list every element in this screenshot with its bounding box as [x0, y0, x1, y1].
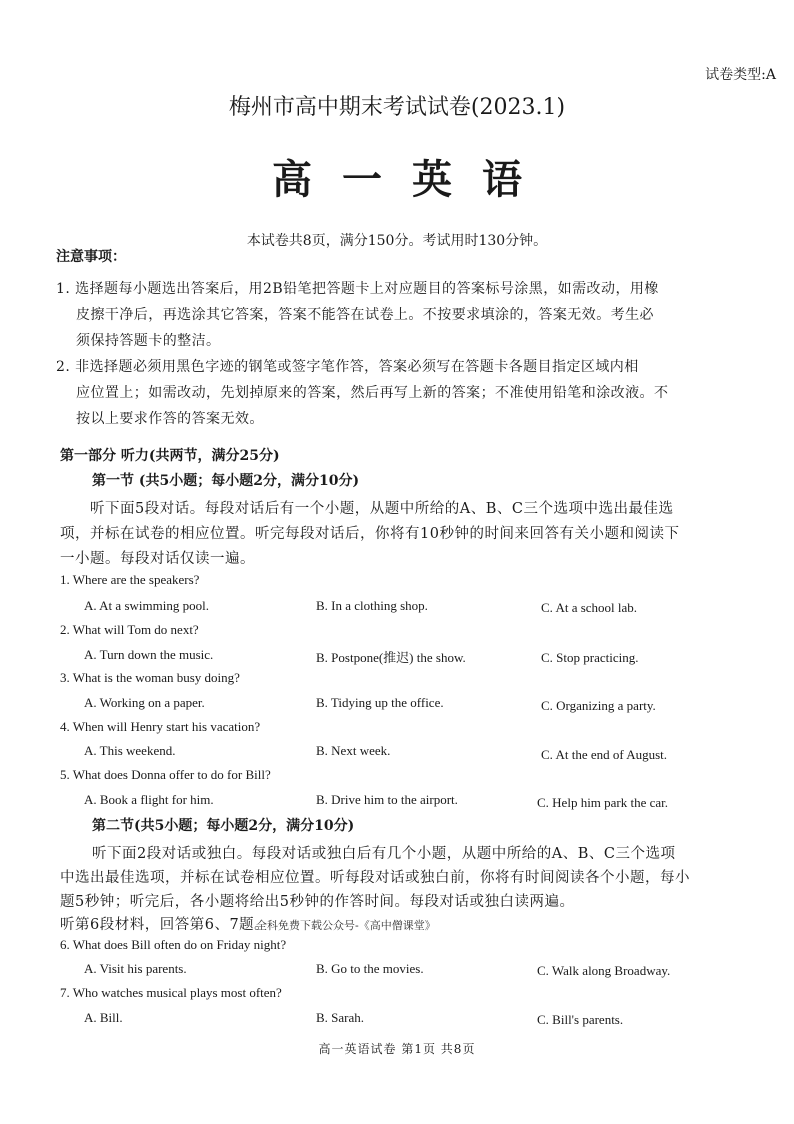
- question-5-option-b: B. Drive him to the airport.: [316, 792, 458, 807]
- question-4-option-a: A. This weekend.: [84, 743, 176, 758]
- page-footer: 高一英语试卷 第1页 共8页: [318, 1042, 476, 1056]
- question-1: 1. Where are the speakers?: [60, 572, 200, 587]
- section1-instructions-line-3: 一小题。每段对话仅读一遍。: [60, 551, 255, 567]
- section2-title: 第二节(共5小题；每小题2分，满分10分): [92, 818, 355, 834]
- question-4-option-b: B. Next week.: [316, 743, 391, 758]
- question-4: 4. When will Henry start his vacation?: [60, 719, 261, 734]
- question-1-option-c: C. At a school lab.: [541, 600, 638, 615]
- question-7-option-c: C. Bill's parents.: [537, 1012, 624, 1027]
- section2-instructions-line-3: 题5秒钟；听完后，各小题将给出5秒钟的作答时间。每段对话或独白读两遍。: [60, 894, 575, 910]
- watermark-text: 全科免费下载公众号-《高中僧课堂》: [256, 919, 436, 932]
- notice-heading: 注意事项：: [56, 249, 126, 265]
- question-3: 3. What is the woman busy doing?: [60, 670, 240, 685]
- question-2: 2. What will Tom do next?: [60, 622, 199, 637]
- section1-title: 第一节 (共5小题；每小题2分，满分10分): [92, 473, 360, 489]
- question-3-option-b: B. Tidying up the office.: [316, 695, 444, 710]
- exam-info: 本试卷共8页，满分150分。考试用时130分钟。: [246, 233, 548, 249]
- question-5: 5. What does Donna offer to do for Bill?: [60, 767, 271, 782]
- question-6-option-a: A. Visit his parents.: [84, 961, 187, 976]
- question-2-option-c: C. Stop practicing.: [541, 650, 639, 665]
- subject-title: 高一英语: [272, 156, 552, 203]
- question-6-option-b: B. Go to the movies.: [316, 961, 424, 976]
- section1-instructions-line-2: 项，并标在试卷的相应位置。听完每段对话后，你将有10秒钟的时间来回答有关小题和阅读下: [60, 526, 680, 542]
- notice-item-1-line-1: 1. 选择题每小题选出答案后，用2B铅笔把答题卡上对应题目的答案标号涂黑，如需改动，用橡: [56, 281, 659, 297]
- part1-title: 第一部分 听力(共两节，满分25分): [60, 448, 280, 464]
- notice-item-2-line-3: 按以上要求作答的答案无效。: [76, 411, 264, 427]
- section2-instructions-line-1: 听下面2段对话或独白。每段对话或独白后有几个小题，从题中所给的A、B、C三个选项: [92, 846, 676, 862]
- question-4-option-c: C. At the end of August.: [541, 747, 668, 762]
- notice-item-1-line-3: 须保持答题卡的整洁。: [76, 333, 221, 349]
- exam-title: 梅州市高中期末考试试卷(2023.1): [228, 95, 566, 120]
- question-3-option-a: A. Working on a paper.: [84, 695, 205, 710]
- exam-type-label: 试卷类型:A: [705, 67, 776, 83]
- question-6-option-c: C. Walk along Broadway.: [537, 963, 671, 978]
- question-7-option-b: B. Sarah.: [316, 1010, 365, 1025]
- section2-instructions-line-2: 中选出最佳选项，并标在试卷相应位置。听每段对话或独白前，你将有时间阅读各个小题，每小: [60, 870, 690, 886]
- question-1-option-a: A. At a swimming pool.: [84, 598, 209, 613]
- question-2-option-a: A. Turn down the music.: [84, 647, 214, 662]
- question-5-option-c: C. Help him park the car.: [537, 795, 669, 810]
- question-3-option-c: C. Organizing a party.: [541, 698, 656, 713]
- question-7: 7. Who watches musical plays most often?: [60, 985, 282, 1000]
- question-1-option-b: B. In a clothing shop.: [316, 598, 428, 613]
- question-6: 6. What does Bill often do on Friday night?: [60, 937, 287, 952]
- notice-item-2-line-2: 应位置上；如需改动，先划掉原来的答案，然后再写上新的答案；不准使用铅笔和涂改液。不: [76, 385, 669, 401]
- material-note: 听第6段材料，回答第6、7题。: [60, 917, 270, 933]
- section1-instructions-line-1: 听下面5段对话。每段对话后有一个小题，从题中所给的A、B、C三个选项中选出最佳选: [90, 501, 674, 517]
- question-7-option-a: A. Bill.: [84, 1010, 123, 1025]
- notice-item-1-line-2: 皮擦干净后，再选涂其它答案，答案不能答在试卷上。不按要求填涂的，答案无效。考生必: [76, 307, 654, 323]
- question-2-option-b: B. Postpone(推迟) the show.: [316, 650, 466, 665]
- question-5-option-a: A. Book a flight for him.: [84, 792, 214, 807]
- notice-item-2-line-1: 2. 非选择题必须用黑色字迹的钢笔或签字笔作答，答案必须写在答题卡各题目指定区域内相: [56, 359, 639, 375]
